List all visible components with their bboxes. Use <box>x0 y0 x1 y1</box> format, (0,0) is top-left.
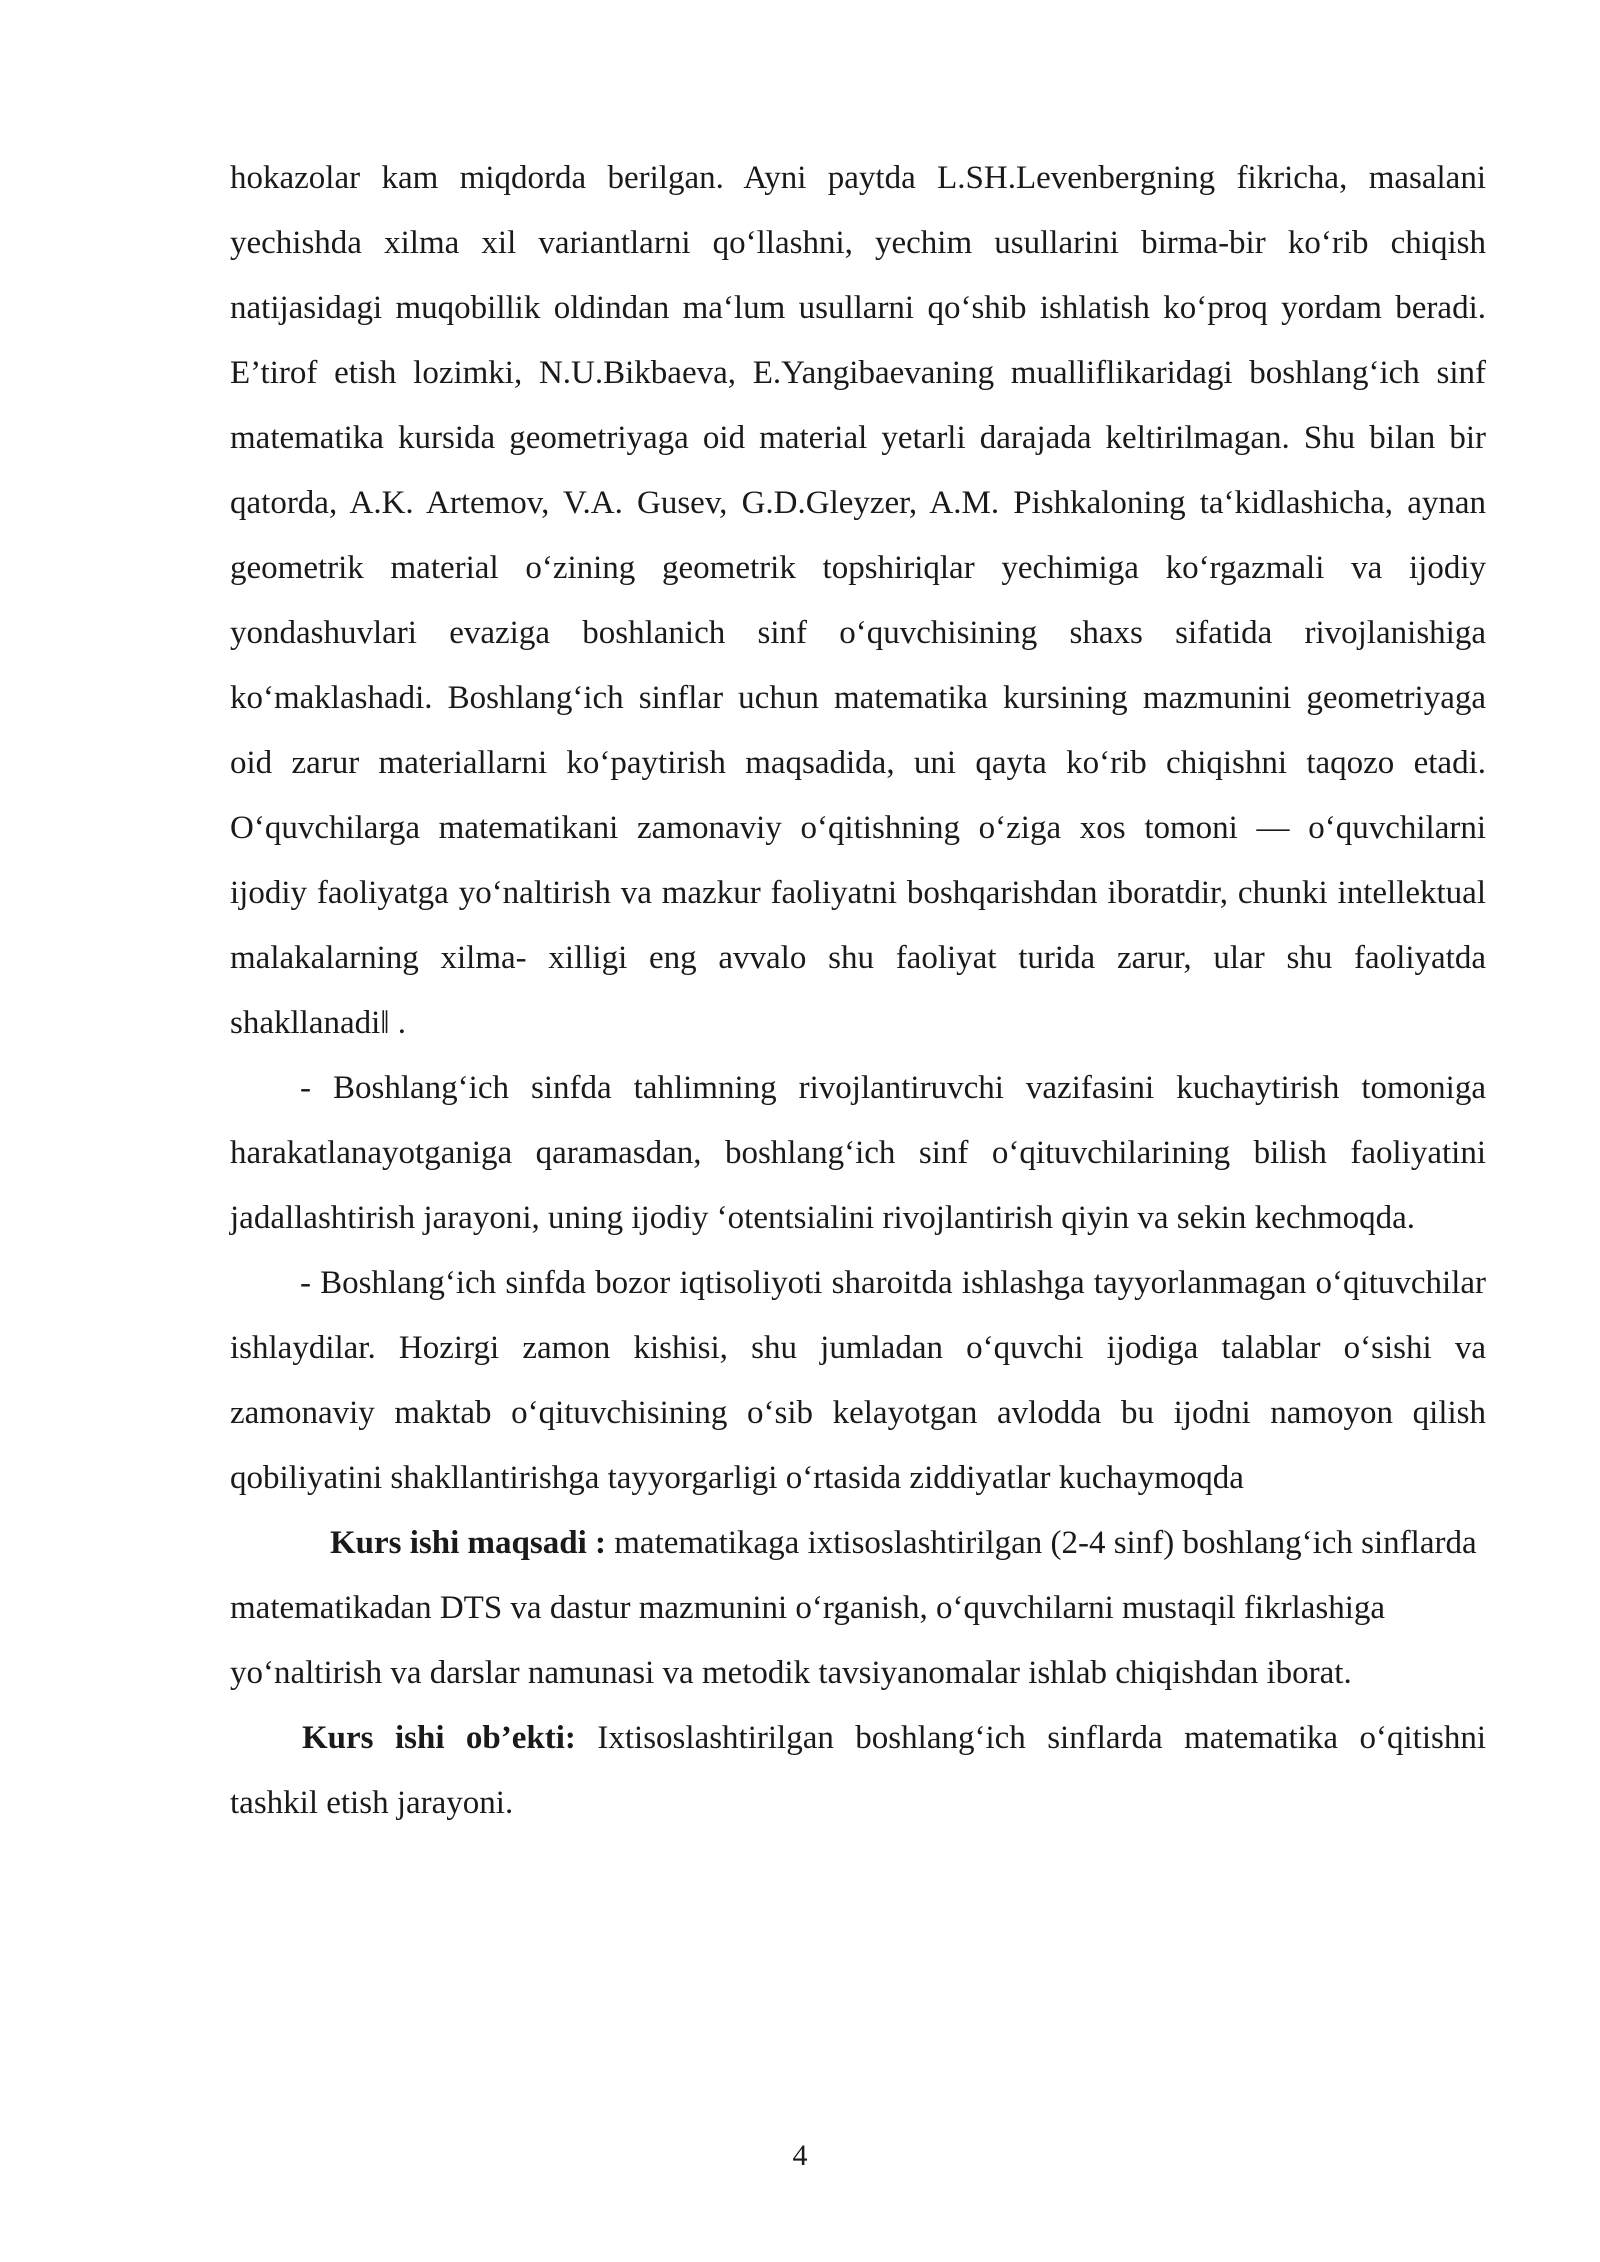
paragraph-course-object <box>230 1706 1486 1836</box>
paragraph-course-goal <box>230 1511 1486 1706</box>
paragraph-problem-2: - Boshlang‘ich sinfda bozor iqtisoliyoti sharoitda ishlashga tayyorlanmagan o‘qituvchilar ishlaydilar. Hozirgi zamon kishisi, shu jumladan o‘quvchi ijodiga talablar o‘sishi va zamonaviy maktab o‘qituvchisining o‘sib kelayotgan avlodda bu ijodni namoyon qilish qobiliyatini shakllantirishga tayyorgarligi o‘rtasida ziddiyatlar kuchaymoqda <box>230 1265 1486 1496</box>
body-text <box>230 146 1486 1836</box>
page-number: 4 <box>792 2139 808 2172</box>
course-goal-text: matematikaga ixtisoslashtirilgan (2-4 sinf) boshlang‘ich sinflarda matematikadan DTS va dastur mazmunini o‘rganish, o‘quvchilarni mustaqil fikrlashiga yo‘naltirish va darslar namunasi va metodik tavsiyanomalar ishlab chiqishdan iborat. <box>230 1525 1477 1691</box>
paragraph-problem-1: - Boshlang‘ich sinfda tahlimning rivojlantiruvchi vazifasini kuchaytirish tomoniga harakatlanayotganiga qaramasdan, boshlang‘ich sinf o‘qituvchilarining bilish faoliyatini jadallashtirish jarayoni, uning ijodiy ‘otentsialini rivojlantirish qiyin va sekin kechmoqda. <box>230 1070 1486 1236</box>
course-goal-label: Kurs ishi maqsadi : <box>330 1525 606 1561</box>
paragraph-literature-review: hokazolar kam miqdorda berilgan. Ayni paytda L.SH.Levenbergning fikricha, masalani yechishda xilma xil variantlarni qo‘llashni, yechim usullarini birma-bir ko‘rib chiqish natijasidagi muqobillik oldindan ma‘lum usullarni qo‘shib ishlatish ko‘proq yordam beradi. E’tirof etish lozimki, N.U.Bikbaeva, E.Yangibaevaning mualliflikaridagi boshlang‘ich sinf matematika kursida geometriyaga oid material yetarli darajada keltirilmagan. Shu bilan bir qatorda, A.K. Artemov, V.A. Gusev, G.D.Gleyzer, A.M. Pishkaloning ta‘kidlashicha, aynan geometrik material o‘zining geometrik topshiriqlar yechimiga ko‘rgazmali va ijodiy yondashuvlari evaziga boshlanich sinf o‘quvchisining shaxs sifatida rivojlanishiga ko‘maklashadi. Boshlang‘ich sinflar uchun matematika kursining mazmunini geometriyaga oid zarur materiallarni ko‘paytirish maqsadida, uni qayta ko‘rib chiqishni taqozo etadi. O‘quvchilarga matematikani zamonaviy o‘qitishning o‘ziga xos tomoni — o‘quvchilarni ijodiy faoliyatga yo‘naltirish va mazkur faoliyatni boshqarishdan iboratdir, chunki intellektual malakalarning xilma- xilligi eng avvalo shu faoliyat turida zarur, ular shu faoliyatda shakllanadi‖ . <box>230 160 1486 1041</box>
course-object-label: Kurs ishi ob’ekti: <box>302 1720 576 1756</box>
course-object-text: Ixtisoslashtirilgan boshlang‘ich sinflarda matematika o‘qitishni tashkil etish jarayoni. <box>230 1720 1486 1821</box>
